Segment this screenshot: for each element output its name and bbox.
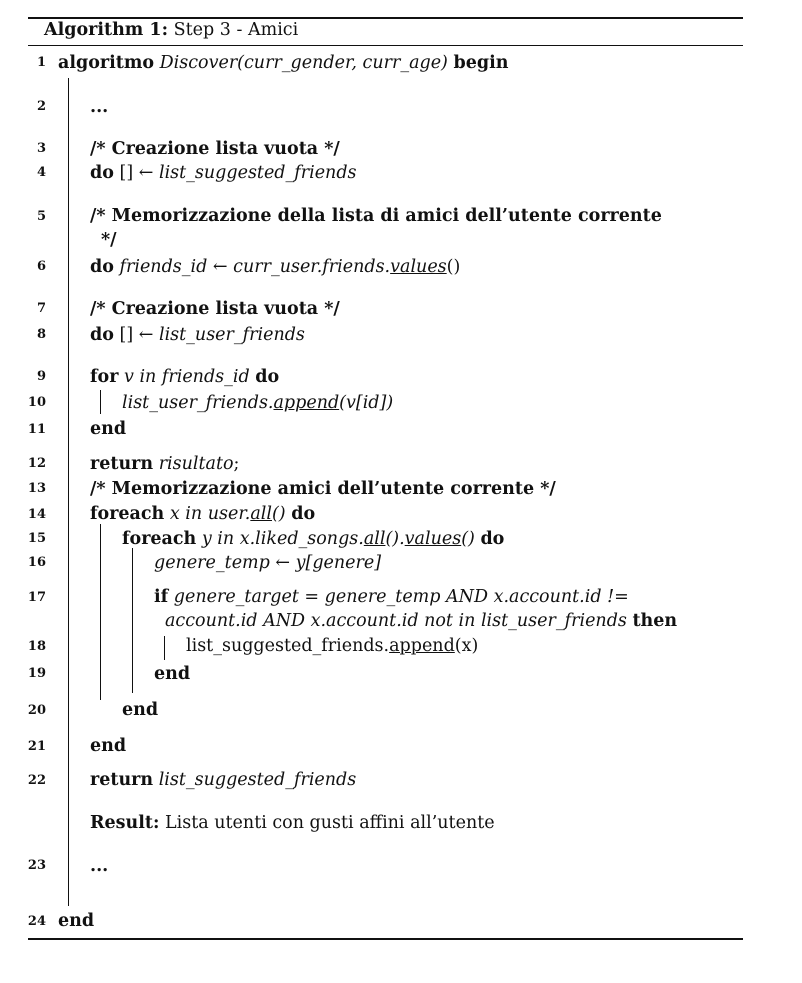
block-bar-begin (68, 78, 69, 906)
line-15 (122, 529, 504, 549)
var-list-user-friends: list_user_friends (158, 325, 305, 345)
block-bar-if (164, 636, 165, 660)
line-number: 3 (36, 141, 46, 156)
bottom-rule (28, 938, 743, 940)
line-number: 23 (27, 858, 46, 873)
semicolon: ; (233, 454, 240, 474)
keyword-foreach: foreach (122, 529, 197, 549)
block-bar-foreach-inner (132, 548, 133, 693)
line-11-end: end (90, 419, 127, 439)
line-number: 19 (27, 666, 46, 681)
call-parens: () (461, 529, 475, 549)
method-values: values (390, 257, 447, 277)
if-condition-a: genere_target = genere_temp AND x.account.id != (173, 587, 629, 607)
foreach-iterator-y: y in x.liked_songs. (201, 529, 364, 549)
foreach-iterator-x: x in user. (169, 504, 251, 524)
keyword-begin: begin (453, 53, 509, 73)
var-risultato: risultato (158, 454, 234, 474)
line-number: 21 (27, 739, 46, 754)
line-number: 18 (27, 639, 46, 654)
line-17-cont (165, 611, 677, 631)
append-arg: (v[id]) (339, 393, 394, 413)
block-bar-foreach-outer (100, 524, 101, 700)
assign-arrow: ← (212, 257, 228, 277)
caption-title: Step 3 - Amici (173, 20, 299, 40)
line-number: 22 (27, 773, 46, 788)
var-list-suggested-friends: list_suggested_friends (158, 770, 357, 790)
line-21-end: end (90, 736, 127, 756)
keyword-foreach: foreach (90, 504, 165, 524)
method-append: append (273, 393, 340, 413)
line-23-ellipsis: ... (90, 856, 109, 876)
line-number: 20 (27, 703, 46, 718)
expr-curr-user-friends: curr_user.friends. (233, 257, 391, 277)
result-label: Result: (90, 813, 160, 833)
empty-list-assign: [] ← (119, 325, 154, 345)
expr-list-suggested-friends: list_suggested_friends. (186, 636, 390, 656)
line-17 (154, 587, 629, 607)
line-number: 1 (36, 55, 46, 70)
line-9 (90, 367, 279, 387)
method-all: all (363, 529, 386, 549)
line-6 (90, 257, 460, 277)
line-number: 6 (36, 259, 46, 274)
line-number: 8 (36, 327, 46, 342)
line-number: 9 (36, 369, 46, 384)
line-14 (90, 504, 315, 524)
keyword-algoritmo: algoritmo (58, 53, 155, 73)
keyword-then: then (632, 611, 678, 631)
method-values: values (404, 529, 462, 549)
result-line (90, 813, 495, 833)
line-7-comment: /* Creazione lista vuota */ (90, 299, 340, 319)
keyword-do: do (90, 325, 114, 345)
call-parens: () (446, 257, 461, 277)
line-5-comment-a: /* Memorizzazione della lista di amici dell’utente corrente (90, 206, 662, 226)
line-24-end: end (58, 911, 95, 931)
top-rule (28, 17, 743, 19)
keyword-do: do (291, 504, 316, 524)
line-16: genere_temp ← y[genere] (154, 553, 382, 573)
result-text: Lista utenti con gusti affini all’utente (165, 813, 495, 833)
method-all: all (250, 504, 272, 524)
line-3-comment: /* Creazione lista vuota */ (90, 139, 340, 159)
line-22 (90, 770, 356, 790)
line-number: 16 (27, 555, 46, 570)
keyword-if: if (154, 587, 169, 607)
line-5-comment-b: */ (101, 230, 117, 250)
line-number: 11 (27, 422, 46, 437)
var-friends-id: friends_id (119, 257, 208, 277)
line-number: 4 (36, 165, 46, 180)
algorithm-caption (44, 20, 298, 40)
line-18 (186, 636, 478, 656)
line-number: 15 (27, 531, 46, 546)
method-append: append (389, 636, 455, 656)
line-12 (90, 454, 239, 474)
call-parens: () (271, 504, 286, 524)
line-number: 12 (27, 456, 46, 471)
caption-rule (28, 45, 743, 46)
line-4 (90, 163, 357, 183)
call-chain: (). (385, 529, 405, 549)
line-10 (122, 393, 393, 413)
keyword-do: do (255, 367, 280, 387)
line-19-end: end (154, 664, 191, 684)
expr-list-user-friends: list_user_friends. (122, 393, 274, 413)
line-number: 5 (36, 209, 46, 224)
algorithm-signature: Discover(curr_gender, curr_age) (159, 53, 448, 73)
line-number: 24 (27, 914, 46, 929)
keyword-for: for (90, 367, 119, 387)
caption-label: Algorithm 1: (44, 20, 169, 40)
empty-list-assign: [] ← (119, 163, 154, 183)
if-condition-b: account.id AND x.account.id not in list_user_friends (165, 611, 627, 631)
var-list-suggested-friends: list_suggested_friends (158, 163, 357, 183)
keyword-do: do (90, 257, 114, 277)
keyword-return: return (90, 770, 154, 790)
line-2-ellipsis: ... (90, 97, 109, 117)
for-iterator: v in friends_id (124, 367, 250, 387)
line-1 (58, 53, 508, 73)
line-number: 17 (27, 590, 46, 605)
line-number: 10 (27, 395, 46, 410)
keyword-do: do (480, 529, 505, 549)
line-number: 2 (36, 99, 46, 114)
line-number: 7 (36, 301, 46, 316)
line-13-comment: /* Memorizzazione amici dell’utente corrente */ (90, 479, 556, 499)
append-arg: (x) (454, 636, 479, 656)
block-bar-for (100, 390, 101, 414)
line-number: 13 (27, 481, 46, 496)
line-number: 14 (27, 507, 46, 522)
keyword-do: do (90, 163, 114, 183)
keyword-return: return (90, 454, 154, 474)
line-8 (90, 325, 305, 345)
line-20-end: end (122, 700, 159, 720)
